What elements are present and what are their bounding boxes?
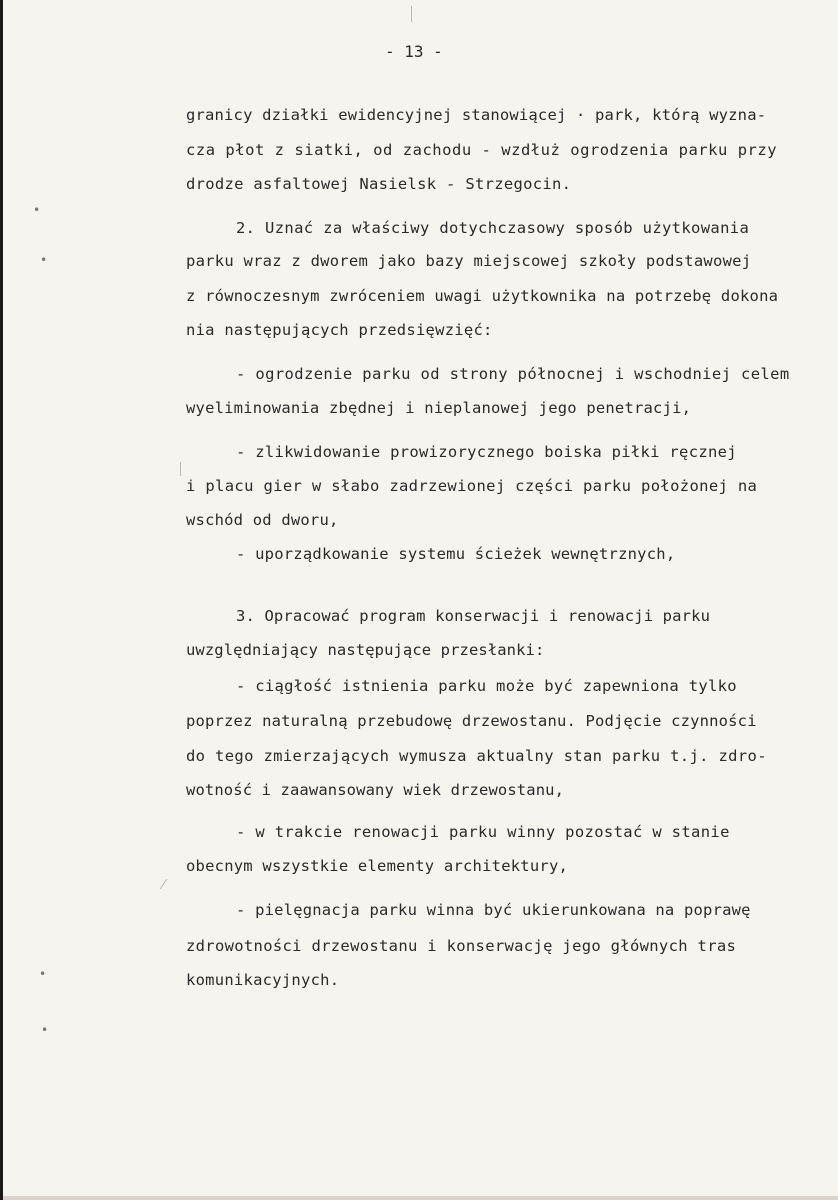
- text-line: poprzez naturalną przebudowę drzewostanu. Podjęcie czynności: [186, 712, 757, 730]
- text-line: cza płot z siatki, od zachodu - wzdłuż ogrodzenia parku przy: [186, 141, 778, 159]
- text-line: - ogrodzenie parku od strony północnej i wschodniej celem: [236, 365, 790, 383]
- text-line: - pielęgnacja parku winna być ukierunkowana na poprawę: [236, 901, 751, 919]
- text-line: - uporządkowanie systemu ścieżek wewnętrznych,: [236, 545, 676, 563]
- text-line: - ciągłość istnienia parku może być zapewniona tylko: [236, 677, 737, 695]
- text-line: zdrowotności drzewostanu i konserwację jego głównych tras: [186, 937, 737, 955]
- text-line: wyeliminowania zbędnej i nieplanowej jego penetracji,: [186, 399, 692, 417]
- stray-mark: [411, 6, 412, 22]
- text-line: 2. Uznać za właściwy dotychczasowy sposób użytkowania: [236, 219, 750, 237]
- text-line: nia następujących przedsięwzięć:: [186, 321, 493, 339]
- text-line: 3. Opracować program konserwacji i renowacji parku: [236, 607, 711, 625]
- margin-speck: •: [33, 203, 41, 217]
- text-line: uwzględniający następujące przesłanki:: [186, 641, 545, 659]
- margin-speck: •: [40, 253, 48, 267]
- margin-speck: •: [41, 1023, 49, 1037]
- stray-mark: [180, 462, 181, 476]
- margin-speck: •: [39, 967, 47, 981]
- page-bottom-edge: [3, 1196, 838, 1200]
- text-line: granicy działki ewidencyjnej stanowiącej · park, którą wyzna-: [186, 106, 767, 124]
- text-line: obecnym wszystkie elementy architektury,: [186, 857, 569, 875]
- text-line: komunikacyjnych.: [186, 971, 340, 989]
- text-line: drodze asfaltowej Nasielsk - Strzegocin.: [186, 175, 572, 193]
- page-number: - 13 -: [385, 42, 443, 61]
- text-line: parku wraz z dworem jako bazy miejscowej szkoły podstawowej: [186, 252, 752, 270]
- text-line: z równoczesnym zwróceniem uwagi użytkownika na potrzebę dokona: [186, 287, 779, 305]
- text-line: wschód od dworu,: [186, 511, 339, 529]
- text-line: wotność i zaawansowany wiek drzewostanu,: [186, 781, 565, 799]
- stray-mark: [160, 879, 168, 889]
- text-line: i placu gier w słabo zadrzewionej części parku położonej na: [186, 477, 758, 495]
- text-line: do tego zmierzających wymusza aktualny stan parku t.j. zdro-: [186, 747, 767, 765]
- text-line: - w trakcie renowacji parku winny pozostać w stanie: [236, 823, 730, 841]
- text-line: - zlikwidowanie prowizorycznego boiska piłki ręcznej: [236, 443, 737, 461]
